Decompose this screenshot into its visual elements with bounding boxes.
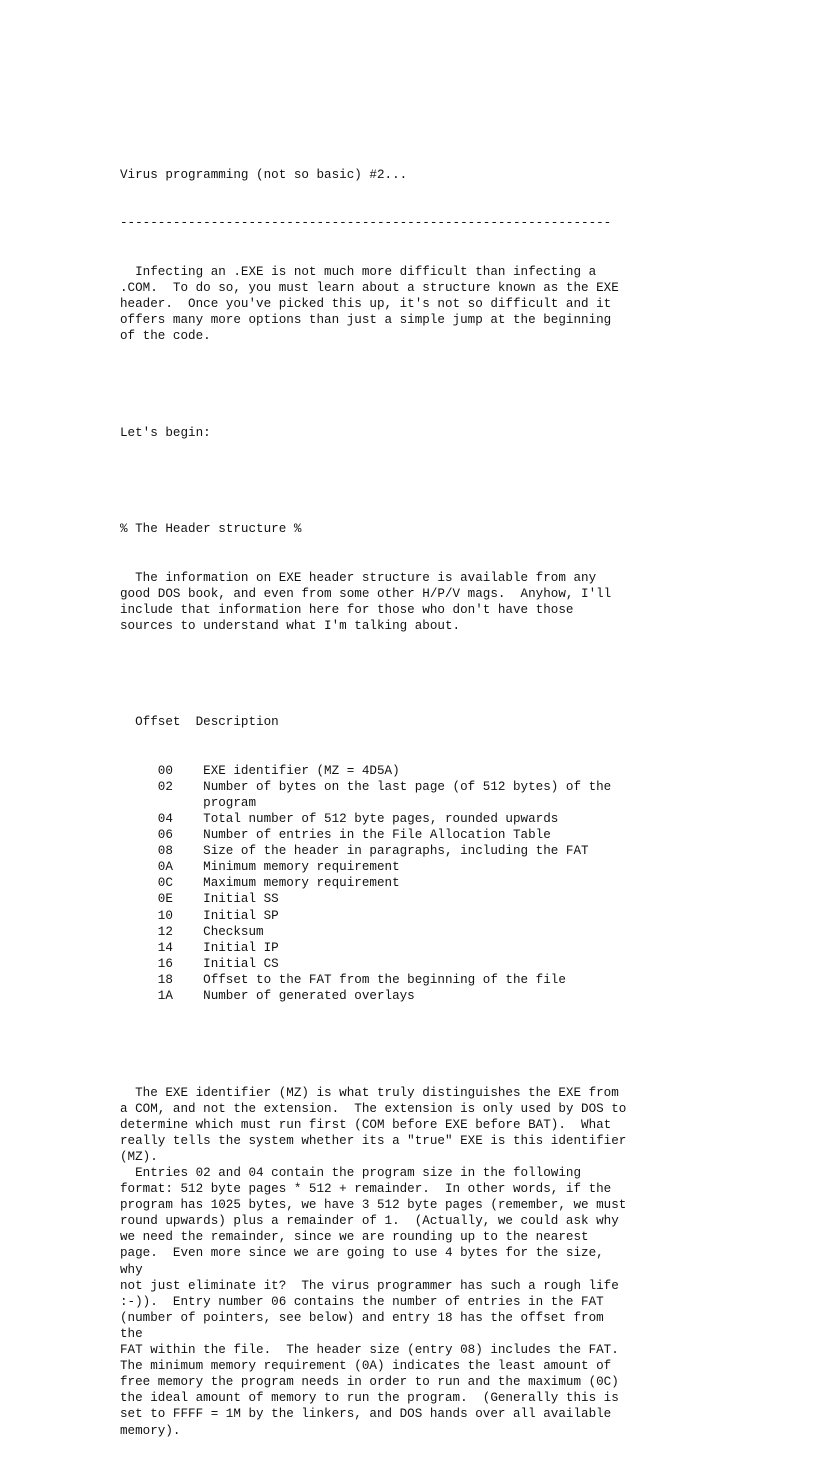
text-line: page. Even more since we are going to use 4 bytes for the size, xyxy=(120,1246,604,1261)
offset-table-row: 08 Size of the header in paragraphs, including the FAT xyxy=(120,844,589,859)
offset-table-row: 14 Initial IP xyxy=(120,940,279,955)
text-line: set to FFFF = 1M by the linkers, and DOS hands over all available xyxy=(120,1407,612,1422)
offset-table-row: program xyxy=(120,795,257,810)
section-heading: % The Header structure % xyxy=(120,522,302,537)
lets-begin-line: Let's begin: xyxy=(120,425,211,440)
text-line: determine which must run first (COM before EXE before BAT). What xyxy=(120,1117,612,1132)
document-title: Virus programming (not so basic) #2... xyxy=(120,168,408,183)
text-line: Infecting an .EXE is not much more difficult than infecting a xyxy=(120,264,597,279)
text-line: not just eliminate it? The virus programmer has such a rough life xyxy=(120,1278,619,1293)
offset-table xyxy=(120,763,680,1004)
text-line: The minimum memory requirement (0A) indicates the least amount of xyxy=(120,1359,612,1374)
spacer xyxy=(120,473,680,489)
text-line: program has 1025 bytes, we have 3 512 byte pages (remember, we must xyxy=(120,1198,627,1213)
text-line: really tells the system whether its a "true" EXE is this identifier xyxy=(120,1133,627,1148)
text-line: (number of pointers, see below) and entry 18 has the offset from xyxy=(120,1310,604,1325)
offset-table-row: 04 Total number of 512 byte pages, rounded upwards xyxy=(120,811,559,826)
body-paragraphs xyxy=(120,1085,680,1439)
offset-table-row: 1A Number of generated overlays xyxy=(120,988,415,1003)
text-line: .COM. To do so, you must learn about a structure known as the EXE xyxy=(120,280,619,295)
text-line: good DOS book, and even from some other H/P/V mags. Anyhow, I'll xyxy=(120,586,612,601)
text-line: free memory the program needs in order to run and the maximum (0C) xyxy=(120,1375,619,1390)
text-line: FAT within the file. The header size (entry 08) includes the FAT. xyxy=(120,1343,619,1358)
title-rule: ----------------------------------------------------------------- xyxy=(120,216,612,231)
text-line: round upwards) plus a remainder of 1. (Actually, we could ask why xyxy=(120,1214,619,1229)
offset-table-row: 18 Offset to the FAT from the beginning of the file xyxy=(120,972,566,987)
offset-table-row: 02 Number of bytes on the last page (of 512 bytes) of the xyxy=(120,779,612,794)
text-line: why xyxy=(120,1262,143,1277)
text-line: we need the remainder, since we are rounding up to the nearest xyxy=(120,1230,589,1245)
text-line: :-)). Entry number 06 contains the number of entries in the FAT xyxy=(120,1294,604,1309)
text-line: sources to understand what I'm talking about. xyxy=(120,618,461,633)
spacer xyxy=(120,666,680,682)
offset-table-row: 10 Initial SP xyxy=(120,908,279,923)
text-line: header. Once you've picked this up, it's not so difficult and it xyxy=(120,296,612,311)
document-text xyxy=(120,135,680,1471)
offset-table-row: 16 Initial CS xyxy=(120,956,279,971)
text-line: the xyxy=(120,1326,143,1341)
text-line: format: 512 byte pages * 512 + remainder. In other words, if the xyxy=(120,1182,612,1197)
offset-table-row: 00 EXE identifier (MZ = 4D5A) xyxy=(120,763,400,778)
text-line: of the code. xyxy=(120,329,211,344)
offset-table-header: Offset Description xyxy=(120,715,279,730)
text-line: offers many more options than just a simple jump at the beginning xyxy=(120,313,612,328)
text-line: memory). xyxy=(120,1423,181,1438)
spacer xyxy=(120,1036,680,1052)
text-line: the ideal amount of memory to run the program. (Generally this is xyxy=(120,1391,619,1406)
text-line: (MZ). xyxy=(120,1149,158,1164)
offset-table-row: 0E Initial SS xyxy=(120,892,279,907)
text-line: Entries 02 and 04 contain the program size in the following xyxy=(120,1166,582,1180)
text-line: The EXE identifier (MZ) is what truly distinguishes the EXE from xyxy=(120,1085,619,1100)
text-line: include that information here for those who don't have those xyxy=(120,602,574,617)
text-line: The information on EXE header structure is available from any xyxy=(120,570,597,585)
offset-table-row: 06 Number of entries in the File Allocation Table xyxy=(120,828,551,843)
section-intro-paragraph xyxy=(120,570,680,634)
text-line: a COM, and not the extension. The extension is only used by DOS to xyxy=(120,1101,627,1116)
offset-table-row: 0C Maximum memory requirement xyxy=(120,876,400,891)
spacer xyxy=(120,376,680,392)
offset-table-row: 12 Checksum xyxy=(120,924,264,939)
intro-paragraph xyxy=(120,264,680,344)
offset-table-row: 0A Minimum memory requirement xyxy=(120,860,400,875)
